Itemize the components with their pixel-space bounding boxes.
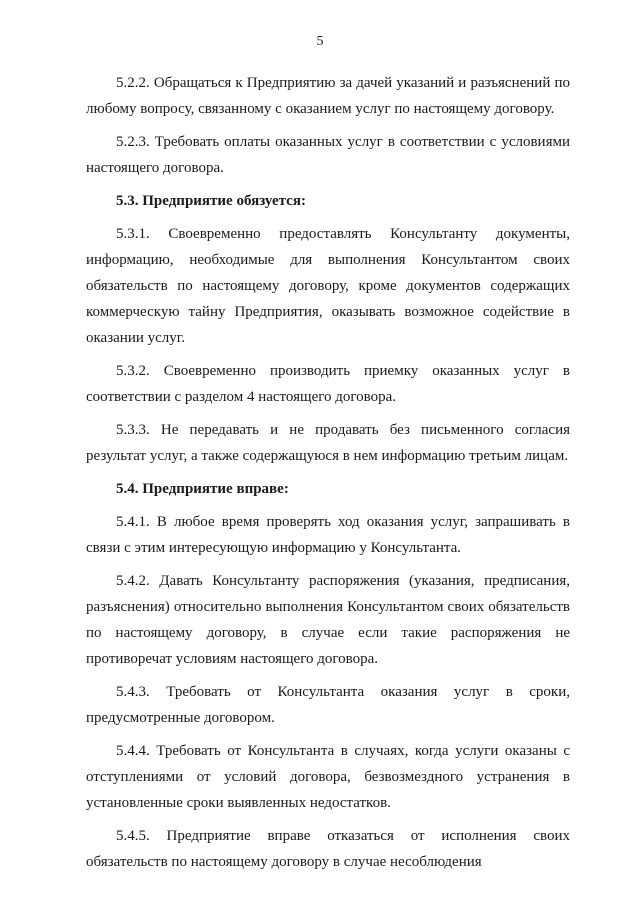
section-heading-5-4: 5.4. Предприятие вправе:	[116, 481, 289, 497]
paragraph-5-2-3: 5.2.3. Требовать оплаты оказанных услуг в соответствии с условиями настоящего договора.	[86, 134, 570, 176]
paragraph-5-3-2: 5.3.2. Своевременно производить приемку оказанных услуг в соответствии с разделом 4 настоящего договора.	[86, 363, 570, 405]
paragraph-5-2-2: 5.2.2. Обращаться к Предприятию за дачей указаний и разъяснений по любому вопросу, связанному с оказанием услуг по настоящему договору.	[86, 75, 570, 117]
paragraph-5-4-5: 5.4.5. Предприятие вправе отказаться от исполнения своих обязательств по настоящему договору в случае несоблюдения	[86, 828, 570, 870]
paragraph-5-4-1: 5.4.1. В любое время проверять ход оказания услуг, запрашивать в связи с этим интересующую информацию у Консультанта.	[86, 514, 570, 556]
page-number: 5	[316, 34, 324, 49]
section-heading-5-3: 5.3. Предприятие обязуется:	[116, 193, 306, 209]
paragraph-5-4-4: 5.4.4. Требовать от Консультанта в случаях, когда услуги оказаны с отступлениями от условий договора, безвозмездного устранения в установленные сроки выявленных недостатков.	[86, 743, 570, 811]
paragraph-5-3-1: 5.3.1. Своевременно предоставлять Консультанту документы, информацию, необходимые для выполнения Консультантом своих обязательств по настоящему договору, кроме документов содержащих коммерческую тайну Предприятия, оказывать возможное содействие в оказании услуг.	[86, 226, 570, 346]
paragraph-5-4-3: 5.4.3. Требовать от Консультанта оказания услуг в сроки, предусмотренные договором.	[86, 684, 570, 726]
paragraph-5-3-3: 5.3.3. Не передавать и не продавать без письменного согласия результат услуг, а также содержащуюся в нем информацию третьим лицам.	[86, 422, 570, 464]
document-body	[86, 70, 570, 882]
paragraph-5-4-2: 5.4.2. Давать Консультанту распоряжения (указания, предписания, разъяснения) относительно выполнения Консультантом своих обязательств по настоящему договору, в случае если такие распоряжения не противоречат условиям настоящего договора.	[86, 573, 570, 667]
